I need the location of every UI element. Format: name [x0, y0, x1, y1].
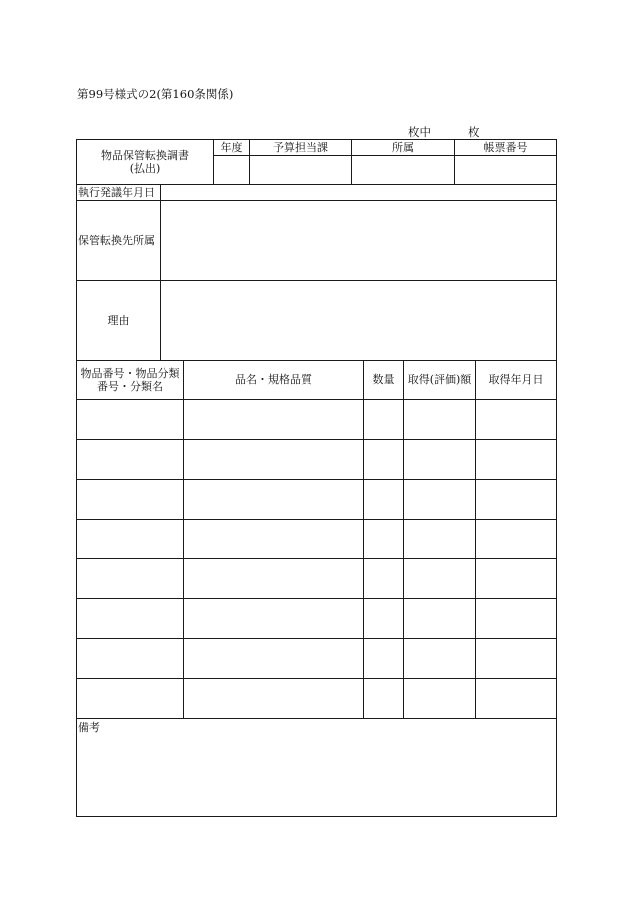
- name-spec-cell[interactable]: [184, 559, 363, 598]
- form-title-cell: [77, 140, 213, 184]
- name-spec-cell[interactable]: [184, 599, 363, 638]
- form-header-title: 第99号様式の2(第160条関係): [77, 87, 234, 101]
- quantity-cell[interactable]: [364, 679, 403, 718]
- acquisition-value-cell[interactable]: [404, 440, 475, 479]
- item-number-cell[interactable]: [77, 559, 183, 598]
- item-number-cell[interactable]: [77, 599, 183, 638]
- sheet-count-total: 枚: [468, 125, 480, 139]
- item-number-cell[interactable]: [77, 400, 183, 439]
- transfer-destination-label: 保管転換先所属: [78, 233, 155, 247]
- quantity-cell[interactable]: [364, 559, 403, 598]
- affiliation-field[interactable]: [352, 156, 454, 184]
- acquisition-value-cell[interactable]: [404, 679, 475, 718]
- form-title-subtitle: (払出): [129, 162, 161, 175]
- acquisition-value-cell[interactable]: [404, 480, 475, 519]
- reason-field[interactable]: [161, 281, 556, 360]
- acquisition-date-cell[interactable]: [476, 400, 556, 439]
- item-number-cell[interactable]: [77, 440, 183, 479]
- ledger-number-header: 帳票番号: [483, 140, 528, 154]
- acquisition-date-cell[interactable]: [476, 440, 556, 479]
- acquisition-value-header: 取得(評価)額: [407, 373, 472, 387]
- item-number-cell[interactable]: [77, 679, 183, 718]
- item-number-header-line2: 番号・分類名: [97, 380, 163, 393]
- remarks-area[interactable]: [77, 719, 556, 816]
- transfer-destination-field[interactable]: [161, 201, 556, 280]
- form-title: 物品保管転換調書: [101, 148, 189, 162]
- acquisition-date-cell[interactable]: [476, 480, 556, 519]
- acquisition-value-cell[interactable]: [404, 599, 475, 638]
- item-number-header-line1: 物品番号・物品分類: [80, 366, 180, 380]
- acquisition-value-cell[interactable]: [404, 400, 475, 439]
- budget-section-field[interactable]: [250, 156, 351, 184]
- affiliation-header: 所属: [392, 140, 414, 154]
- name-spec-cell[interactable]: [184, 679, 363, 718]
- quantity-header: 数量: [372, 373, 395, 387]
- name-spec-cell[interactable]: [184, 480, 363, 519]
- acquisition-date-cell[interactable]: [476, 679, 556, 718]
- acquisition-date-cell[interactable]: [476, 520, 556, 558]
- item-number-cell[interactable]: [77, 639, 183, 678]
- quantity-cell[interactable]: [364, 440, 403, 479]
- acquisition-date-cell[interactable]: [476, 639, 556, 678]
- ledger-number-field[interactable]: [455, 156, 556, 184]
- acquisition-date-header: 取得年月日: [488, 373, 544, 387]
- execution-date-field[interactable]: [161, 185, 556, 200]
- quantity-cell[interactable]: [364, 520, 403, 558]
- name-spec-cell[interactable]: [184, 440, 363, 479]
- quantity-cell[interactable]: [364, 639, 403, 678]
- item-number-cell[interactable]: [77, 480, 183, 519]
- name-spec-cell[interactable]: [184, 400, 363, 439]
- reason-label: 理由: [107, 313, 130, 327]
- quantity-cell[interactable]: [364, 480, 403, 519]
- acquisition-value-cell[interactable]: [404, 559, 475, 598]
- name-spec-header: 品名・規格品質: [235, 373, 312, 387]
- acquisition-date-cell[interactable]: [476, 559, 556, 598]
- item-number-cell[interactable]: [77, 520, 183, 558]
- execution-date-label: 執行発議年月日: [78, 185, 155, 199]
- budget-section-header: 予算担当課: [273, 140, 328, 154]
- remarks-label: 備考: [78, 721, 100, 734]
- quantity-cell[interactable]: [364, 599, 403, 638]
- fiscal-year-header: 年度: [220, 140, 243, 154]
- quantity-cell[interactable]: [364, 400, 403, 439]
- acquisition-value-cell[interactable]: [404, 639, 475, 678]
- acquisition-value-cell[interactable]: [404, 520, 475, 558]
- name-spec-cell[interactable]: [184, 520, 363, 558]
- acquisition-date-cell[interactable]: [476, 599, 556, 638]
- fiscal-year-field[interactable]: [214, 156, 249, 184]
- sheet-count-middle: 枚中: [408, 125, 431, 139]
- item-number-header: [77, 361, 183, 399]
- name-spec-cell[interactable]: [184, 639, 363, 678]
